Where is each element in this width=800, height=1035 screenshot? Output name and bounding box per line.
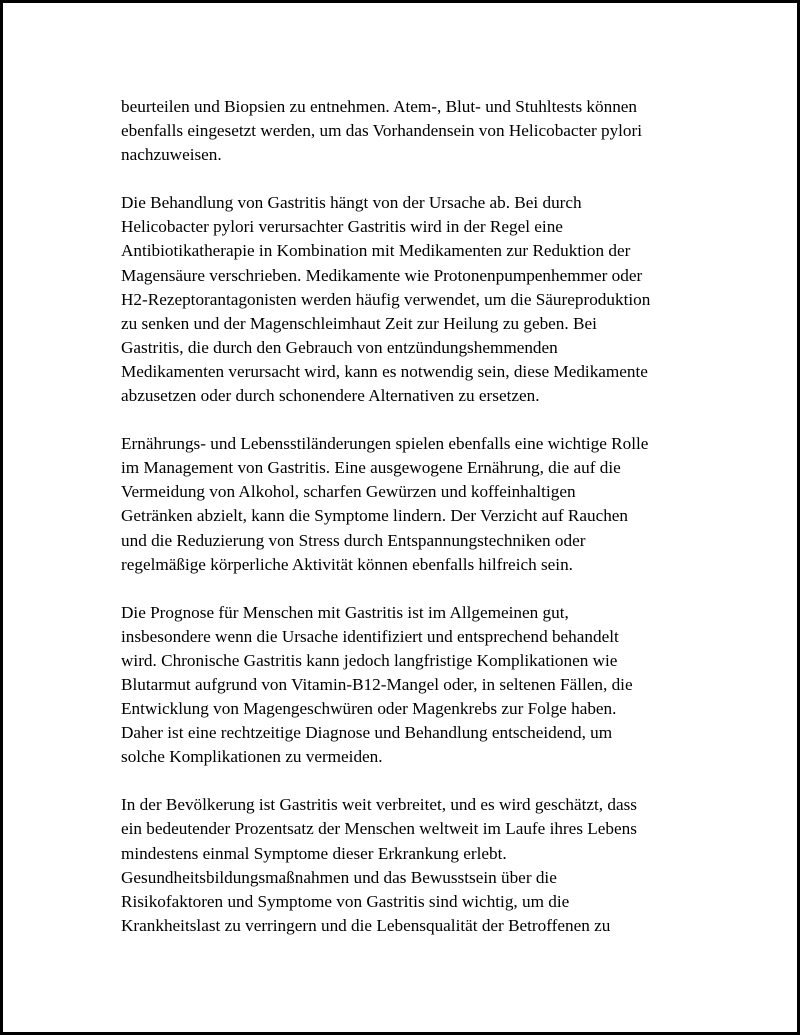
paragraph-4 xyxy=(121,601,701,770)
text-line: ebenfalls eingesetzt werden, um das Vorhandensein von Helicobacter pylori xyxy=(121,121,643,141)
text-line: Entwicklung von Magengeschwüren oder Magenkrebs zur Folge haben. xyxy=(121,699,617,719)
text-line: im Management von Gastritis. Eine ausgewogene Ernährung, die auf die xyxy=(121,458,621,478)
paragraph-2 xyxy=(121,191,701,408)
text-line: abzusetzen oder durch schonendere Alternativen zu ersetzen. xyxy=(121,386,540,406)
text-line: Helicobacter pylori verursachter Gastritis wird in der Regel eine xyxy=(121,217,563,237)
text-line: ein bedeutender Prozentsatz der Menschen weltweit im Laufe ihres Lebens xyxy=(121,819,637,839)
paragraph-5 xyxy=(121,793,701,938)
text-line: Risikofaktoren und Symptome von Gastritis sind wichtig, um die xyxy=(121,891,570,911)
text-line: insbesondere wenn die Ursache identifiziert und entsprechend behandelt xyxy=(121,626,619,646)
text-line: zu senken und der Magenschleimhaut Zeit zur Heilung zu geben. Bei xyxy=(121,313,597,333)
text-line: solche Komplikationen zu vermeiden. xyxy=(121,747,383,767)
text-line: Die Prognose für Menschen mit Gastritis ist im Allgemeinen gut, xyxy=(121,602,569,622)
text-line: Magensäure verschrieben. Medikamente wie Protonenpumpenhemmer oder xyxy=(121,265,643,285)
text-line: Daher ist eine rechtzeitige Diagnose und Behandlung entscheidend, um xyxy=(121,723,613,743)
text-line: Medikamenten verursacht wird, kann es notwendig sein, diese Medikamente xyxy=(121,361,648,381)
text-line: Ernährungs- und Lebensstiländerungen spielen ebenfalls eine wichtige Rolle xyxy=(121,434,649,454)
text-line: nachzuweisen. xyxy=(121,145,222,165)
text-line: In der Bevölkerung ist Gastritis weit verbreitet, und es wird geschätzt, dass xyxy=(121,795,637,815)
text-line: wird. Chronische Gastritis kann jedoch langfristige Komplikationen wie xyxy=(121,650,618,670)
text-line: Blutarmut aufgrund von Vitamin-B12-Mangel oder, in seltenen Fällen, die xyxy=(121,674,633,694)
text-line: beurteilen und Biopsien zu entnehmen. Atem-, Blut- und Stuhltests können xyxy=(121,97,638,116)
text-line: mindestens einmal Symptome dieser Erkrankung erlebt. xyxy=(121,843,507,863)
text-line: Die Behandlung von Gastritis hängt von der Ursache ab. Bei durch xyxy=(121,193,582,213)
text-line: Gesundheitsbildungsmaßnahmen und das Bewusstsein über die xyxy=(121,867,557,887)
text-line: Vermeidung von Alkohol, scharfen Gewürzen und koffeinhaltigen xyxy=(121,482,576,502)
text-line: H2-Rezeptorantagonisten werden häufig verwendet, um die Säureproduktion xyxy=(121,289,651,309)
text-line: Antibiotikatherapie in Kombination mit Medikamenten zur Reduktion der xyxy=(121,241,631,261)
document-body xyxy=(121,95,701,962)
text-line: Gastritis, die durch den Gebrauch von entzündungshemmenden xyxy=(121,337,558,357)
text-line: Getränken abzielt, kann die Symptome lindern. Der Verzicht auf Rauchen xyxy=(121,506,629,526)
paragraph-3 xyxy=(121,432,701,577)
text-line: und die Reduzierung von Stress durch Entspannungstechniken oder xyxy=(121,530,586,550)
text-line: Krankheitslast zu verringern und die Lebensqualität der Betroffenen zu xyxy=(121,915,611,935)
text-line: regelmäßige körperliche Aktivität können ebenfalls hilfreich sein. xyxy=(121,554,573,574)
paragraph-1 xyxy=(121,95,701,167)
